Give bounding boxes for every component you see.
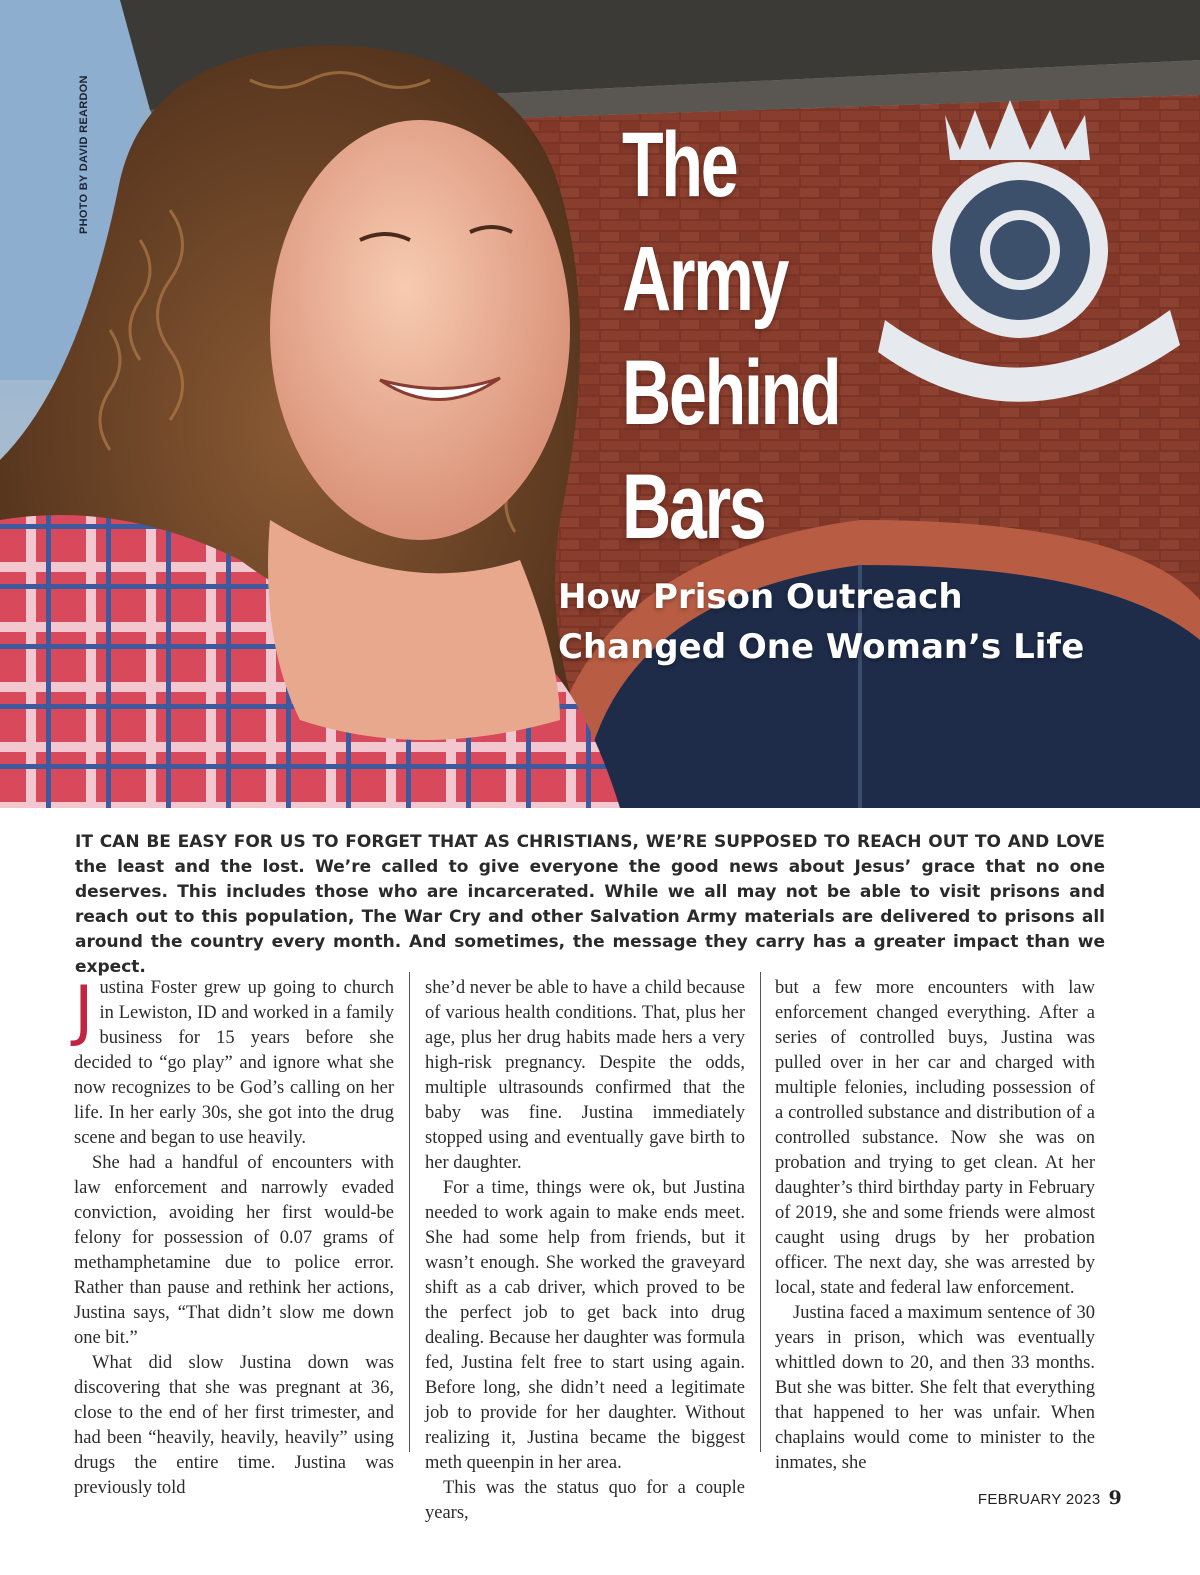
paragraph: she’d never be able to have a child because of various health conditions. That, plus her age, plus her drug habits made hers a very high-risk pregnancy. Despite the odds, multiple ultrasounds confirmed that the baby was fine. Justina immediately stopped using and eventually gave birth to her daughter. [425, 978, 745, 1173]
issue-date: FEBRUARY 2023 [977, 1491, 1101, 1508]
title-line: The [622, 114, 737, 216]
column-divider [760, 972, 761, 1452]
intro-deck: IT CAN BE EASY FOR US TO FORGET THAT AS CHRISTIANS, WE’RE SUPPOSED TO REACH OUT TO AND LOVE the least and the lost. We’re called to give everyone the good news about Jesus’ grace that no one deserves. This includes those who are incarcerated. While we all may not be able to visit prisons and reach out to this population, The War Cry and other Salvation Army materials are delivered to prisons all around the country every month. And sometimes, the message they carry has a greater impact than we expect. [75, 832, 1105, 977]
drop-cap: J [74, 972, 94, 1049]
article-subtitle [558, 572, 1158, 672]
paragraph-text: ustina Foster grew up going to church in Lewiston, ID and worked in a family business for 15 years before she decided to “go play” and ignore what she now recognizes to be God’s calling on her life. In her early 30s, she got into the drug scene and began to use heavily. [74, 978, 394, 1148]
paragraph: Justina faced a maximum sentence of 30 years in prison, which was eventually whittled down to 20, and then 33 months. But she was bitter. She felt that everything that happened to her was unfair. When chaplains would come to minister to the inmates, she [775, 1303, 1095, 1473]
paragraph [74, 972, 394, 1151]
paragraph: For a time, things were ok, but Justina needed to work again to make ends meet. She had some help from friends, but it wasn’t enough. She worked the graveyard shift as a cab driver, which proved to be the perfect job to get back into drug dealing. Because her daughter was formula fed, Justina felt free to start using again. Before long, she didn’t need a legitimate job to provide for her daughter. Without realizing it, Justina became the biggest meth queenpin in her area. [425, 1178, 745, 1473]
subtitle-line: How Prison Outreach [558, 577, 963, 617]
title-line: Army [622, 228, 788, 330]
article-column-1 [74, 972, 394, 1501]
subtitle-line: Changed One Woman’s Life [558, 627, 1085, 667]
paragraph: She had a handful of encounters with law enforcement and narrowly evaded conviction, avoiding her first would-be felony for possession of 0.07 grams of methamphetamine due to police error. Rather than pause and rethink her actions, Justina says, “That didn’t slow me down one bit.” [74, 1153, 394, 1348]
title-line: Behind [622, 342, 840, 444]
photo-credit: PHOTO BY DAVID REARDON [78, 75, 90, 234]
paragraph: but a few more encounters with law enforcement changed everything. After a series of controlled buys, Justina was pulled over in her car and charged with multiple felonies, including possession of a controlled substance and distribution of a controlled substance. Now she was on probation and trying to get clean. At her daughter’s third birthday party in February of 2019, she and some friends were almost caught using drugs by her probation officer. The next day, she was arrested by local, state and federal law enforcement. [775, 978, 1095, 1298]
article-column-2 [425, 976, 745, 1526]
article-title [622, 108, 888, 564]
title-line: Bars [622, 456, 765, 558]
paragraph: What did slow Justina down was discovering that she was pregnant at 36, close to the end of her first trimester, and had been “heavily, heavily, heavily” using drugs the entire time. Justina was previously told [74, 1353, 394, 1498]
page-footer [978, 1487, 1122, 1509]
article-column-3 [775, 976, 1095, 1476]
paragraph: This was the status quo for a couple years, [425, 1478, 745, 1523]
column-divider [409, 972, 410, 1452]
page-number: 9 [1108, 1487, 1122, 1509]
